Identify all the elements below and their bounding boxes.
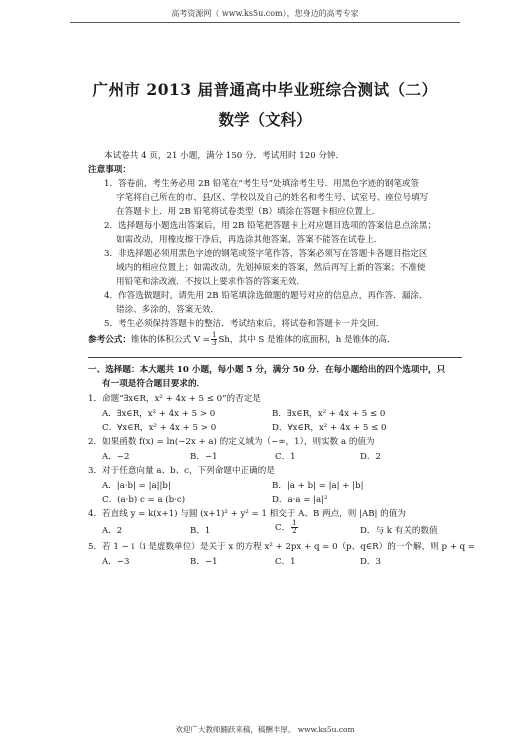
reference-label: 参考公式： bbox=[88, 335, 131, 345]
q4-option-d: D．与 k 有关的数值 bbox=[360, 526, 438, 536]
reference-before: 锥体的体积公式 V = bbox=[130, 335, 211, 345]
header-divider bbox=[70, 22, 460, 23]
notes-heading: 注意事项： bbox=[88, 165, 131, 175]
q4-option-c-fraction: $\frac{1}{2}$ bbox=[292, 519, 297, 535]
question-stem-4: 4．若直线 y = k(x+1) 与圆 (x+1)² + y² = 1 相交于 A、B 两点，则 |AB| 的值为 bbox=[88, 509, 406, 519]
q4-option-a: A．2 bbox=[102, 526, 123, 536]
q5-option-d: D．3 bbox=[360, 557, 381, 567]
exam-subject: 数学（文科） bbox=[218, 110, 312, 129]
exam-title: 广州市 2013 届普通高中毕业班综合测试（二） bbox=[92, 80, 438, 99]
q5-option-a: A．−3 bbox=[102, 557, 130, 567]
q2-option-a: A．−2 bbox=[102, 452, 130, 462]
page-footer: 欢迎广大教师踊跃来稿，稿酬丰厚。 www.ks5u.com bbox=[175, 725, 355, 734]
intro-text: 本试卷共 4 页，21 小题，满分 150 分．考试用时 120 分钟． bbox=[104, 151, 345, 161]
page-header: 高考资源网（ www.ks5u.com），您身边的高考专家 bbox=[171, 9, 359, 18]
q1-option-a: A．∃x∈R，x² + 4x + 5 > 0 bbox=[102, 409, 216, 419]
q1-option-b: B．∃x∈R，x² + 4x + 5 ≤ 0 bbox=[272, 409, 386, 419]
q4-option-c bbox=[275, 520, 299, 535]
q4-option-c-label: C． bbox=[275, 523, 291, 533]
question-stem-1: 1．命题“∃x∈R，x² + 4x + 5 ≤ 0”的否定是 bbox=[88, 394, 261, 404]
question-stem-5: 5．若 1 − i（i 是虚数单位）是关于 x 的方程 x² + 2px + q = 0（p、q∈R）的一个解，则 p + q = bbox=[88, 542, 476, 552]
q2-option-c: C．1 bbox=[275, 452, 296, 462]
q3-option-d: D．a·a = |a|² bbox=[272, 495, 328, 505]
q1-option-d: D．∀x∈R，x² + 4x + 5 ≤ 0 bbox=[272, 423, 387, 433]
note-line: 5．考生必须保持答题卡的整洁．考试结束后，将试卷和答题卡一并交回． bbox=[104, 319, 385, 329]
question-stem-2: 2．如果函数 f(x) = ln(−2x + a) 的定义域为（−∞，1），则实数 a 的值为 bbox=[88, 437, 375, 447]
section-heading: 一、选择题：本大题共 10 小题，每小题 5 分，满分 50 分．在每小题给出的四个选项中，只 bbox=[88, 365, 446, 375]
q4-option-b: B．1 bbox=[190, 526, 211, 536]
note-line: 错涂、多涂的，答案无效． bbox=[116, 305, 220, 315]
q3-option-a: A．|a·b| = |a||b| bbox=[102, 481, 171, 491]
reference-formula bbox=[88, 332, 396, 347]
reference-after: Sh，其中 S 是锥体的底面积，h 是锥体的高． bbox=[218, 335, 396, 345]
q3-option-b: B．|a + b| = |a| + |b| bbox=[272, 481, 364, 491]
note-line: 如需改动，用橡皮擦干净后，再选涂其他答案，答案不能答在试卷上． bbox=[116, 235, 383, 245]
note-line: 字笔将自己所在的市、县/区、学校以及自己的姓名和考生号、试室号、座位号填写 bbox=[116, 193, 429, 203]
note-line: 2．选择题每小题选出答案后，用 2B 铅笔把答题卡上对应题目选项的答案信息点涂黑； bbox=[104, 221, 437, 231]
q3-option-c: C．(a·b) c = a (b·c) bbox=[102, 495, 186, 505]
section-divider bbox=[88, 357, 462, 358]
note-line: 1．答卷前，考生务必用 2B 铅笔在“考生号”处填涂考生号．用黑色字迹的钢笔或签 bbox=[104, 179, 420, 189]
q2-option-d: D．2 bbox=[360, 452, 381, 462]
note-line: 用铅笔和涂改液．不按以上要求作答的答案无效． bbox=[116, 277, 306, 287]
note-line: 在答题卡上．用 2B 铅笔将试卷类型（B）填涂在答题卡相应位置上． bbox=[116, 207, 381, 217]
note-line: 域内的相应位置上；如需改动，先划掉原来的答案，然后再写上新的答案；不准使 bbox=[116, 263, 426, 273]
q5-option-b: B．−1 bbox=[190, 557, 218, 567]
q2-option-b: B．−1 bbox=[190, 452, 218, 462]
note-line: 3．非选择题必须用黑色字迹的钢笔或签字笔作答，答案必须写在答题卡各题目指定区 bbox=[104, 249, 428, 259]
reference-fraction: $\frac{1}{3}$ bbox=[212, 331, 217, 347]
q1-option-c: C．∀x∈R，x² + 4x + 5 > 0 bbox=[102, 423, 217, 433]
q5-option-c: C．1 bbox=[275, 557, 296, 567]
question-stem-3: 3．对于任意向量 a、b、c，下列命题中正确的是 bbox=[88, 466, 275, 476]
section-heading-cont: 有一项是符合题目要求的． bbox=[102, 379, 206, 389]
note-line: 4．作答选做题时，请先用 2B 铅笔填涂选做题的题号对应的信息点，再作答．漏涂、 bbox=[104, 291, 428, 301]
